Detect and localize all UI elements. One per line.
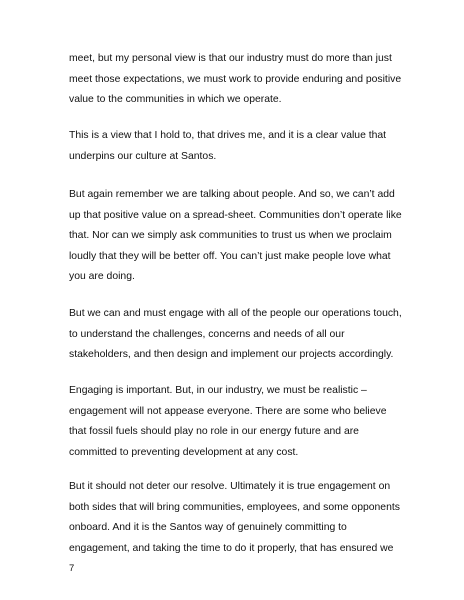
text-line: committed to preventing development at any cost. bbox=[69, 446, 299, 458]
text-line: you are doing. bbox=[69, 271, 135, 282]
text-line: stakeholders, and then design and implement our projects accordingly. bbox=[69, 349, 394, 360]
text-line: Engaging is important. But, in our industry, we must be realistic – bbox=[69, 385, 367, 396]
text-line: loudly that they will be better off. You can’t just make people love what bbox=[69, 250, 391, 262]
text-line: engagement will not appease everyone. There are some who believe bbox=[69, 405, 387, 417]
text-line: engagement, and taking the time to do it properly, that has ensured we bbox=[69, 542, 394, 554]
text-line: that. Nor can we simply ask communities to trust us when we proclaim bbox=[69, 230, 392, 241]
paragraph-5 bbox=[69, 381, 419, 463]
text-line: value to the communities in which we operate. bbox=[69, 94, 282, 105]
text-line: But again remember we are talking about people. And so, we can’t add bbox=[69, 189, 395, 200]
text-line: underpins our culture at Santos. bbox=[69, 150, 217, 162]
text-line: onboard. And it is the Santos way of genuinely committing to bbox=[69, 522, 347, 533]
paragraph-3 bbox=[69, 185, 419, 288]
paragraph-4 bbox=[69, 304, 419, 366]
text-line: to understand the challenges, concerns and needs of all our bbox=[69, 328, 345, 340]
text-line: But we can and must engage with all of the people our operations touch, bbox=[69, 308, 402, 319]
text-line: that fossil fuels should play no role in our energy future and are bbox=[69, 426, 359, 437]
paragraph-1 bbox=[69, 49, 419, 111]
paragraph-2 bbox=[69, 126, 419, 167]
text-line: meet, but my personal view is that our industry must do more than just bbox=[69, 53, 392, 64]
text-line: meet those expectations, we must work to provide enduring and positive bbox=[69, 73, 402, 85]
paragraph-6 bbox=[69, 477, 419, 559]
text-line: both sides that will bring communities, employees, and some opponents bbox=[69, 501, 400, 513]
text-line: This is a view that I hold to, that drives me, and it is a clear value that bbox=[69, 130, 387, 141]
text-line: up that positive value on a spread-sheet. Communities don’t operate like bbox=[69, 209, 402, 221]
page-number: 7 bbox=[69, 563, 75, 574]
text-line: But it should not deter our resolve. Ultimately it is true engagement on bbox=[69, 481, 391, 492]
